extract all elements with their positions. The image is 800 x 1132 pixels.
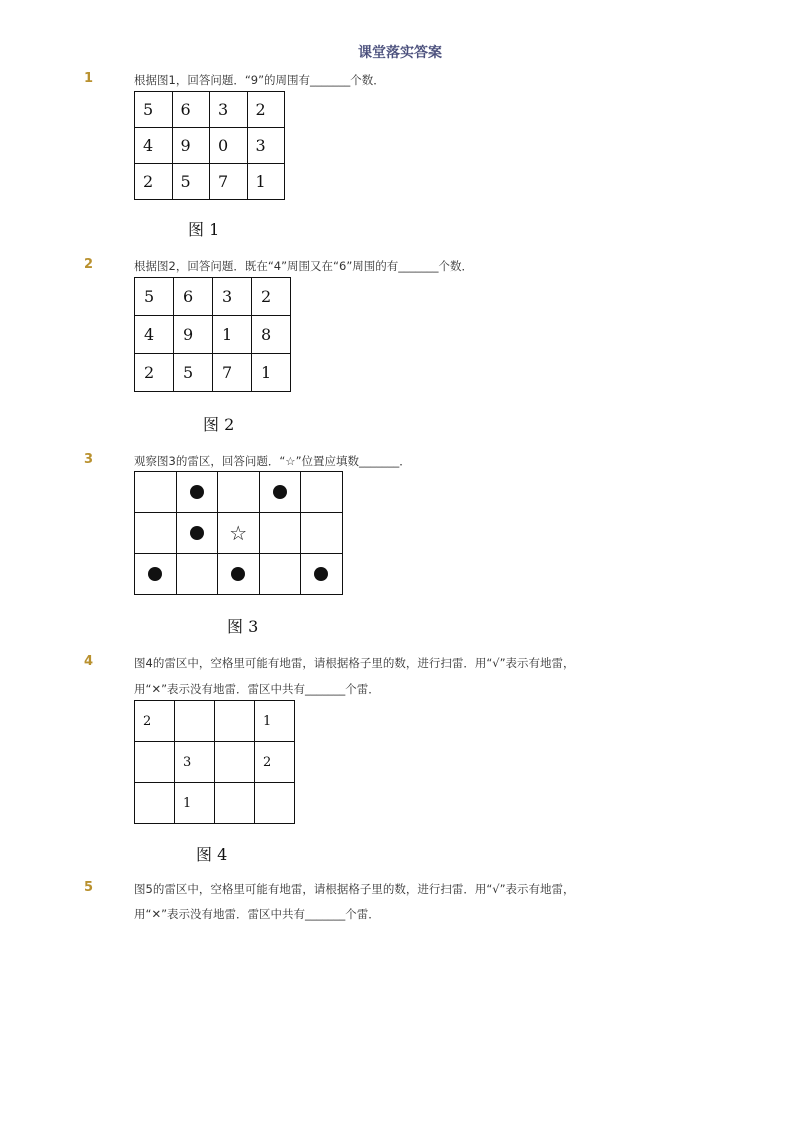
grid-cell	[255, 701, 295, 742]
grid-row	[135, 316, 291, 354]
grid-cell	[301, 554, 343, 595]
minefield-grid-3	[134, 471, 343, 595]
question-text: 根据图2，回答问题．既在“4”周围又在“6”周围的有_______个数．	[134, 259, 474, 273]
grid-cell	[255, 783, 295, 824]
grid-cell	[255, 742, 295, 783]
figure-caption: 图 2	[203, 415, 235, 434]
grid-cell	[213, 354, 252, 392]
question-number: 3	[84, 452, 94, 467]
cell-value: 2	[143, 713, 152, 729]
figure-caption: 图 3	[227, 617, 259, 636]
cell-value: 1	[255, 172, 266, 191]
grid-row	[135, 472, 343, 513]
grid-cell	[174, 316, 213, 354]
cell-value: 4	[144, 325, 155, 344]
cell-value: 3	[183, 754, 192, 770]
grid-cell	[135, 128, 173, 164]
grid-cell	[174, 354, 213, 392]
grid-cell	[259, 513, 301, 554]
cell-value: 5	[183, 363, 194, 382]
grid-cell	[210, 164, 248, 200]
grid-cell	[135, 278, 174, 316]
question-text: 根据图1，回答问题．“9”的周围有_______个数．	[134, 73, 385, 87]
cell-value: 3	[218, 100, 229, 119]
question-number: 1	[84, 71, 94, 86]
grid-cell	[247, 164, 285, 200]
grid-cell	[210, 92, 248, 128]
grid-cell	[252, 278, 291, 316]
mine-dot-icon	[190, 485, 204, 499]
question-text: 图5的雷区中，空格里可能有地雷，请根据格子里的数，进行扫雷．用“√”表示有地雷，	[134, 882, 575, 896]
star-icon: ☆	[229, 521, 248, 545]
cell-value: 9	[180, 136, 191, 155]
grid-row	[135, 92, 285, 128]
grid-cell	[215, 783, 255, 824]
figure-caption: 图 4	[196, 845, 228, 864]
question-text: 图4的雷区中，空格里可能有地雷，请根据格子里的数，进行扫雷．用“√”表示有地雷，	[134, 656, 575, 670]
grid-row	[135, 513, 343, 554]
grid-cell	[252, 354, 291, 392]
grid-cell	[135, 513, 177, 554]
grid-cell	[175, 701, 215, 742]
grid-cell	[301, 472, 343, 513]
grid-cell	[135, 472, 177, 513]
cell-value: 3	[222, 287, 233, 306]
grid-cell	[174, 278, 213, 316]
cell-value: 1	[261, 363, 272, 382]
cell-value: 1	[222, 325, 233, 344]
grid-row	[135, 128, 285, 164]
grid-cell	[135, 742, 175, 783]
cell-value: 0	[218, 136, 229, 155]
number-grid-2	[134, 277, 291, 392]
question-number: 2	[84, 257, 94, 272]
question-number: 4	[84, 654, 94, 669]
mine-dot-icon	[231, 567, 245, 581]
grid-row	[135, 164, 285, 200]
cell-value: 5	[144, 287, 155, 306]
page-title: 课堂落实答案	[358, 45, 442, 61]
cell-value: 2	[255, 100, 266, 119]
question-number: 5	[84, 880, 94, 895]
grid-cell	[215, 742, 255, 783]
grid-row	[135, 783, 295, 824]
question-text: 用“✕”表示没有地雷．雷区中共有_______个雷．	[134, 682, 380, 696]
grid-row	[135, 701, 295, 742]
mine-dot-icon	[314, 567, 328, 581]
number-grid-1	[134, 91, 285, 200]
grid-cell	[252, 316, 291, 354]
grid-cell	[172, 128, 210, 164]
grid-cell	[176, 513, 218, 554]
minefield-grid-4	[134, 700, 295, 824]
cell-value: 1	[263, 713, 272, 729]
grid-cell	[135, 354, 174, 392]
grid-cell	[247, 92, 285, 128]
grid-cell	[172, 92, 210, 128]
mine-dot-icon	[190, 526, 204, 540]
cell-value: 8	[261, 325, 272, 344]
mine-dot-icon	[148, 567, 162, 581]
cell-value: 4	[143, 136, 154, 155]
question-text: 观察图3的雷区，回答问题．“☆”位置应填数_______．	[134, 454, 411, 468]
grid-row	[135, 278, 291, 316]
grid-cell	[259, 554, 301, 595]
grid-cell	[175, 742, 215, 783]
grid-row	[135, 354, 291, 392]
cell-value: 5	[180, 172, 191, 191]
cell-value: 2	[263, 754, 272, 770]
grid-cell	[135, 554, 177, 595]
grid-row	[135, 554, 343, 595]
grid-row	[135, 742, 295, 783]
grid-cell	[259, 472, 301, 513]
cell-value: 5	[143, 100, 154, 119]
grid-cell	[135, 92, 173, 128]
cell-value: 7	[222, 363, 233, 382]
cell-value: 9	[183, 325, 194, 344]
grid-cell	[218, 554, 260, 595]
figure-caption: 图 1	[188, 220, 220, 239]
mine-dot-icon	[273, 485, 287, 499]
grid-cell	[215, 701, 255, 742]
grid-cell	[218, 472, 260, 513]
grid-cell	[247, 128, 285, 164]
grid-cell	[172, 164, 210, 200]
grid-cell	[213, 316, 252, 354]
cell-value: 6	[183, 287, 194, 306]
grid-cell	[218, 513, 260, 554]
cell-value: 7	[218, 172, 229, 191]
grid-cell	[210, 128, 248, 164]
cell-value: 3	[255, 136, 266, 155]
cell-value: 2	[144, 363, 155, 382]
grid-cell	[213, 278, 252, 316]
grid-cell	[135, 701, 175, 742]
grid-cell	[301, 513, 343, 554]
cell-value: 1	[183, 795, 192, 811]
cell-value: 6	[180, 100, 191, 119]
question-text: 用“✕”表示没有地雷．雷区中共有_______个雷．	[134, 907, 380, 921]
cell-value: 2	[261, 287, 272, 306]
cell-value: 2	[143, 172, 154, 191]
grid-cell	[135, 164, 173, 200]
grid-cell	[176, 554, 218, 595]
grid-cell	[175, 783, 215, 824]
grid-cell	[176, 472, 218, 513]
grid-cell	[135, 316, 174, 354]
grid-cell	[135, 783, 175, 824]
